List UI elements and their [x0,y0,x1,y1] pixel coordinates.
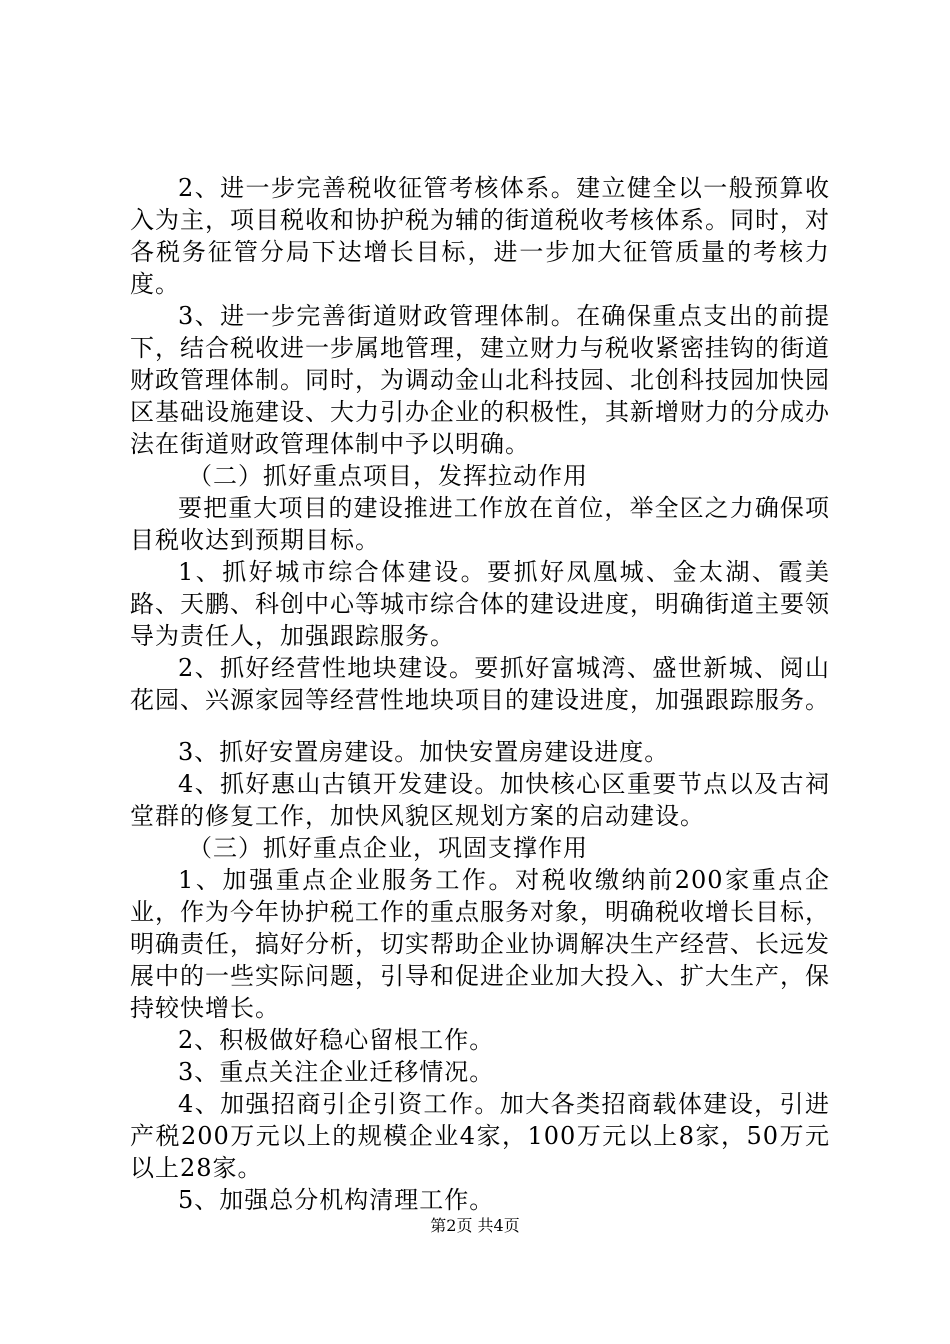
paragraph: 要把重大项目的建设推进工作放在首位，举全区之力确保项目税收达到预期目标。 [130,494,830,554]
paragraph: 1、加强重点企业服务工作。对税收缴纳前200家重点企业，作为今年协护税工作的重点服务对象，明确税收增长目标，明确责任，搞好分析，切实帮助企业协调解决生产经营、长远发展中的一些实际问题，引导和促进企业加大投入、扩大生产，保持较快增长。 [130,866,830,1022]
page-number: 第2页 共4页 [430,1216,520,1235]
paragraph: 1、抓好城市综合体建设。要抓好凤凰城、金太湖、霞美路、天鹏、科创中心等城市综合体的建设进度，明确街道主要领导为责任人，加强跟踪服务。 [130,558,830,650]
paragraph: 4、加强招商引企引资工作。加大各类招商载体建设，引进产税200万元以上的规模企业4家，100万元以上8家，50万元以上28家。 [130,1090,830,1182]
paragraph: 2、抓好经营性地块建设。要抓好富城湾、盛世新城、阅山花园、兴源家园等经营性地块项目的建设进度，加强跟踪服务。 [130,654,830,714]
paragraph: 3、抓好安置房建设。加快安置房建设进度。 [178,738,670,766]
section-heading: （二）抓好重点项目，发挥拉动作用 [188,462,588,490]
section-heading: （三）抓好重点企业，巩固支撑作用 [188,834,588,862]
paragraph: 2、积极做好稳心留根工作。 [178,1026,495,1054]
paragraph: 2、进一步完善税收征管考核体系。建立健全以一般预算收入为主，项目税收和协护税为辅的街道税收考核体系。同时，对各税务征管分局下达增长目标，进一步加大征管质量的考核力度。 [130,174,830,298]
paragraph: 4、抓好惠山古镇开发建设。加快核心区重要节点以及古祠堂群的修复工作，加快风貌区规划方案的启动建设。 [130,770,830,830]
paragraph: 5、加强总分机构清理工作。 [178,1186,495,1214]
document-body [130,172,830,1216]
spacer [130,716,830,736]
paragraph: 3、进一步完善街道财政管理体制。在确保重点支出的前提下，结合税收进一步属地管理，建立财力与税收紧密挂钩的街道财政管理体制。同时，为调动金山北科技园、北创科技园加快园区基础设施建设、大力引办企业的积极性，其新增财力的分成办法在街道财政管理体制中予以明确。 [130,302,830,458]
paragraph: 3、重点关注企业迁移情况。 [178,1058,495,1086]
